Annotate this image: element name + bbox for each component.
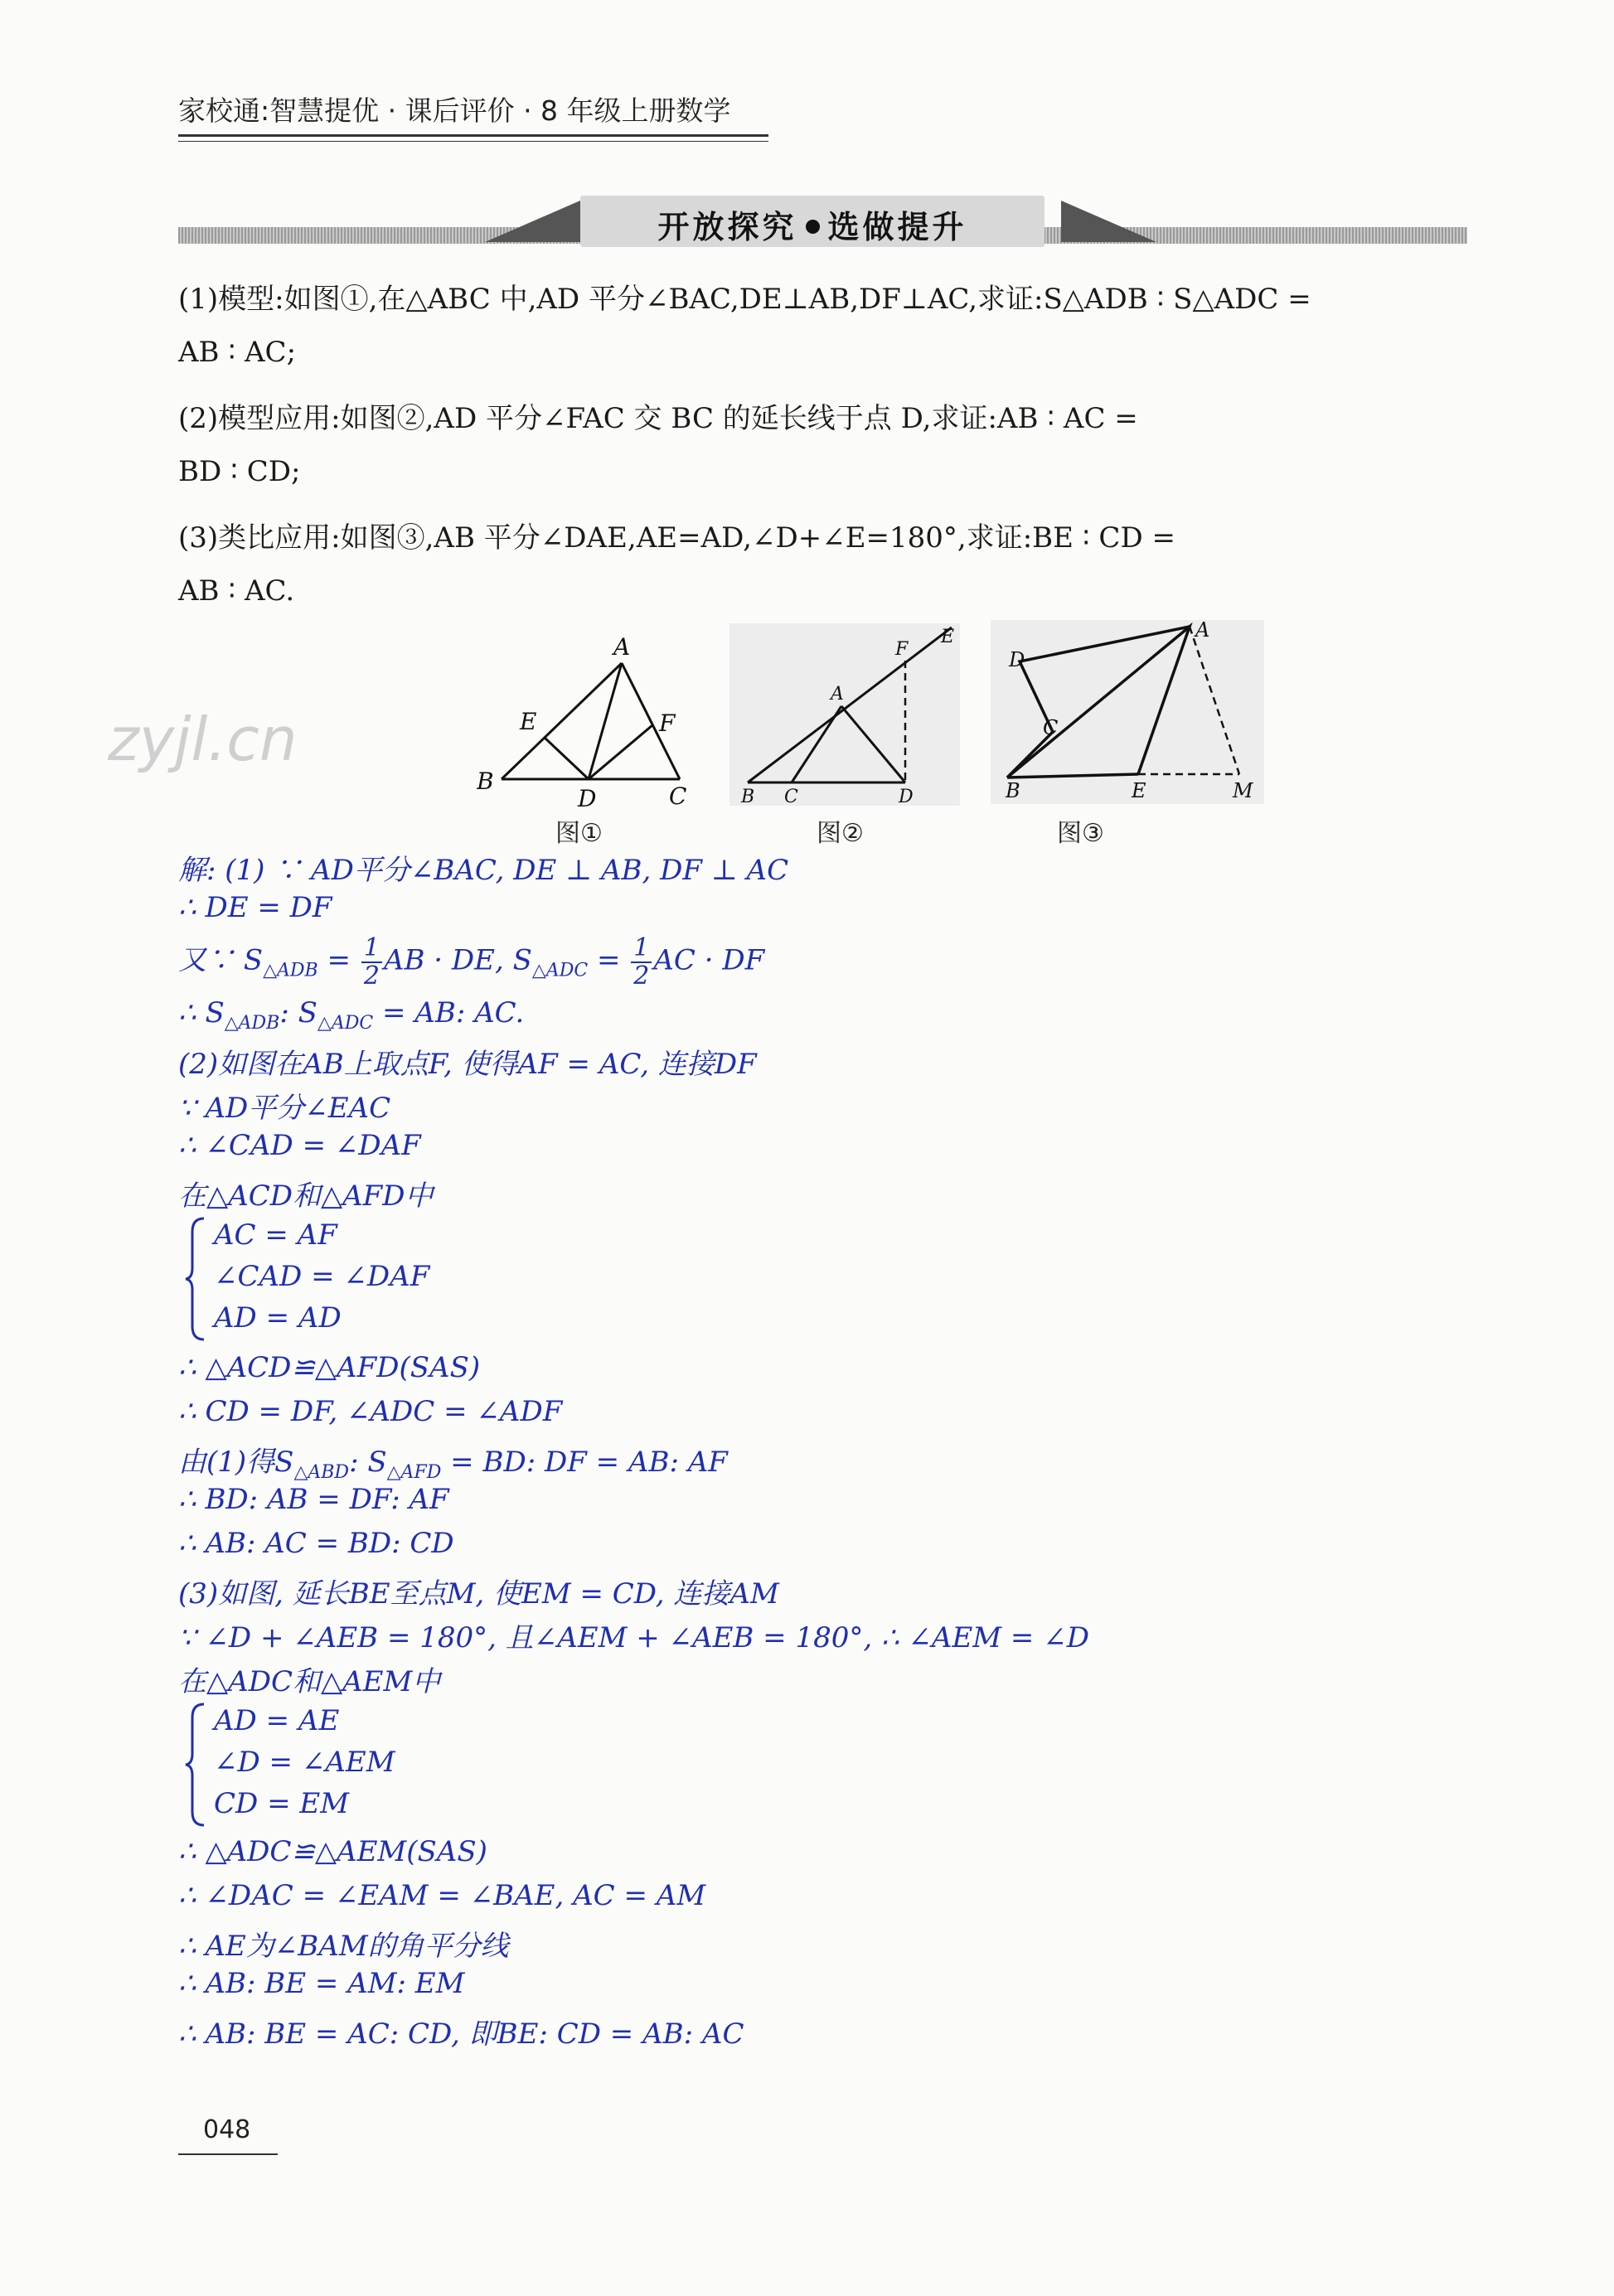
banner-title-right: 选做提升 [827, 209, 967, 245]
problem-line: BD ∶ CD; [178, 455, 301, 488]
fig3-label-b: B [1006, 779, 1020, 802]
figure-1-caption: 图① [555, 819, 603, 848]
fig2-label-b: B [741, 787, 755, 806]
running-head: 家校通:智慧提优 · 课后评价 · 8 年级上册数学 [178, 94, 731, 127]
solution-system-line: AD = AE [214, 1704, 340, 1737]
fig3-label-m: M [1233, 779, 1253, 802]
problem-line: (3)类比应用:如图③,AB 平分∠DAE,AE=AD,∠D+∠E=180°,求证:BE ∶ CD = [178, 521, 1175, 555]
figure-1 [477, 630, 700, 808]
figure-2 [729, 623, 960, 806]
figure-3 [991, 620, 1264, 804]
solution-line: ∴ $S_{\triangle ADB}$: $S_{\triangle ADC}$ = AB: AC. [178, 996, 525, 1034]
solution-line: 解: (1) ∵ AD平分∠BAC, DE ⊥ AB, DF ⊥ AC [178, 854, 789, 887]
banner-left-wedge [485, 197, 580, 245]
fraction-half: $\frac{1}{2}$ [361, 935, 382, 989]
solution-system-line: AC = AF [214, 1218, 337, 1252]
solution-line: ∴ ∠CAD = ∠DAF [178, 1129, 421, 1162]
fig2-label-d: D [899, 787, 914, 806]
solution-line: (2)如图在AB上取点F, 使得AF = AC, 连接DF [178, 1048, 757, 1081]
solution-line: ∴ BD: AB = DF: AF [178, 1483, 449, 1516]
fig2-label-e: E [941, 627, 955, 647]
figure-2-caption: 图② [817, 819, 864, 848]
fig1-label-b: B [477, 768, 494, 795]
solution-system-line: CD = EM [214, 1787, 350, 1820]
fig2-label-f: F [895, 639, 909, 660]
fig3-label-d: D [1009, 648, 1025, 671]
solution-line: ∵ ∠D + ∠AEB = 180°, 且∠AEM + ∠AEB = 180°, ∴ ∠AEM = ∠D [178, 1621, 1089, 1654]
fig1-label-f: F [659, 710, 676, 737]
watermark: zyjl.cn [108, 705, 298, 774]
solution-system-line: AD = AD [214, 1301, 342, 1334]
banner-right-wedge [1061, 197, 1156, 245]
banner-title-left: 开放探究 [657, 209, 797, 245]
solution-line: ∴ △ADC≌△AEM(SAS) [178, 1835, 487, 1868]
solution-line-fractions: 又∵ $S_{\triangle ADB}$ = $\frac{1}{2}$ AB · DE, $S_{\triangle ADC}$ = $\frac{1}{2}$ AC · DF [178, 933, 765, 991]
fig1-label-a: A [613, 633, 631, 661]
header-rule-thin [178, 141, 768, 142]
banner-title [580, 201, 1044, 247]
solution-line: ∴ ∠DAC = ∠EAM = ∠BAE, AC = AM [178, 1879, 706, 1912]
solution-system-line: ∠CAD = ∠DAF [214, 1260, 430, 1293]
solution-line: ∴ DE = DF [178, 891, 332, 924]
solution-system-line: ∠D = ∠AEM [214, 1746, 395, 1779]
solution-line: ∴ AB: BE = AM: EM [178, 1967, 465, 2000]
solution-line: 在△ACD和△AFD中 [178, 1179, 434, 1213]
solution-line: 在△ADC和△AEM中 [178, 1665, 441, 1698]
fig3-label-e: E [1132, 779, 1146, 802]
solution-line: ∴ AB: BE = AC: CD, 即BE: CD = AB: AC [178, 2017, 744, 2051]
page-number: 048 [203, 2115, 251, 2144]
solution-line: ∴ CD = DF, ∠ADC = ∠ADF [178, 1395, 563, 1428]
fig3-label-c: C [1043, 716, 1059, 739]
bullet-dot-icon [806, 220, 820, 234]
problem-line: (1)模型:如图①,在△ABC 中,AD 平分∠BAC,DE⊥AB,DF⊥AC,求证:S△ADB ∶ S△ADC = [178, 283, 1311, 316]
problem-line: AB ∶ AC; [178, 336, 297, 369]
problem-line: (2)模型应用:如图②,AD 平分∠FAC 交 BC 的延长线于点 D,求证:AB ∶ AC = [178, 402, 1138, 435]
figure-3-caption: 图③ [1057, 819, 1104, 848]
fig2-label-c: C [784, 787, 798, 806]
brace-icon [184, 1703, 209, 1827]
fig3-label-a: A [1195, 620, 1210, 642]
solution-line: (3)如图, 延长BE至点M, 使EM = CD, 连接AM [178, 1577, 779, 1611]
brace-icon [184, 1217, 209, 1341]
footer-rule [178, 2153, 278, 2155]
solution-line: ∴ △ACD≌△AFD(SAS) [178, 1351, 481, 1384]
solution-line: ∴ AE为∠BAM的角平分线 [178, 1930, 509, 1963]
solution-line: ∴ AB: AC = BD: CD [178, 1527, 454, 1560]
fig1-label-d: D [578, 785, 597, 808]
solution-line: ∵ AD平分∠EAC [178, 1092, 391, 1125]
fig1-label-c: C [669, 782, 687, 808]
solution-line: 由(1)得$S_{\triangle ABD}$: $S_{\triangle AFD}$ = BD: DF = AB: AF [178, 1446, 728, 1483]
fraction-half: $\frac{1}{2}$ [631, 935, 652, 989]
header-rule [178, 134, 768, 137]
fig1-label-e: E [520, 708, 537, 735]
problem-line: AB ∶ AC. [178, 574, 295, 608]
fig2-label-a: A [831, 684, 844, 705]
